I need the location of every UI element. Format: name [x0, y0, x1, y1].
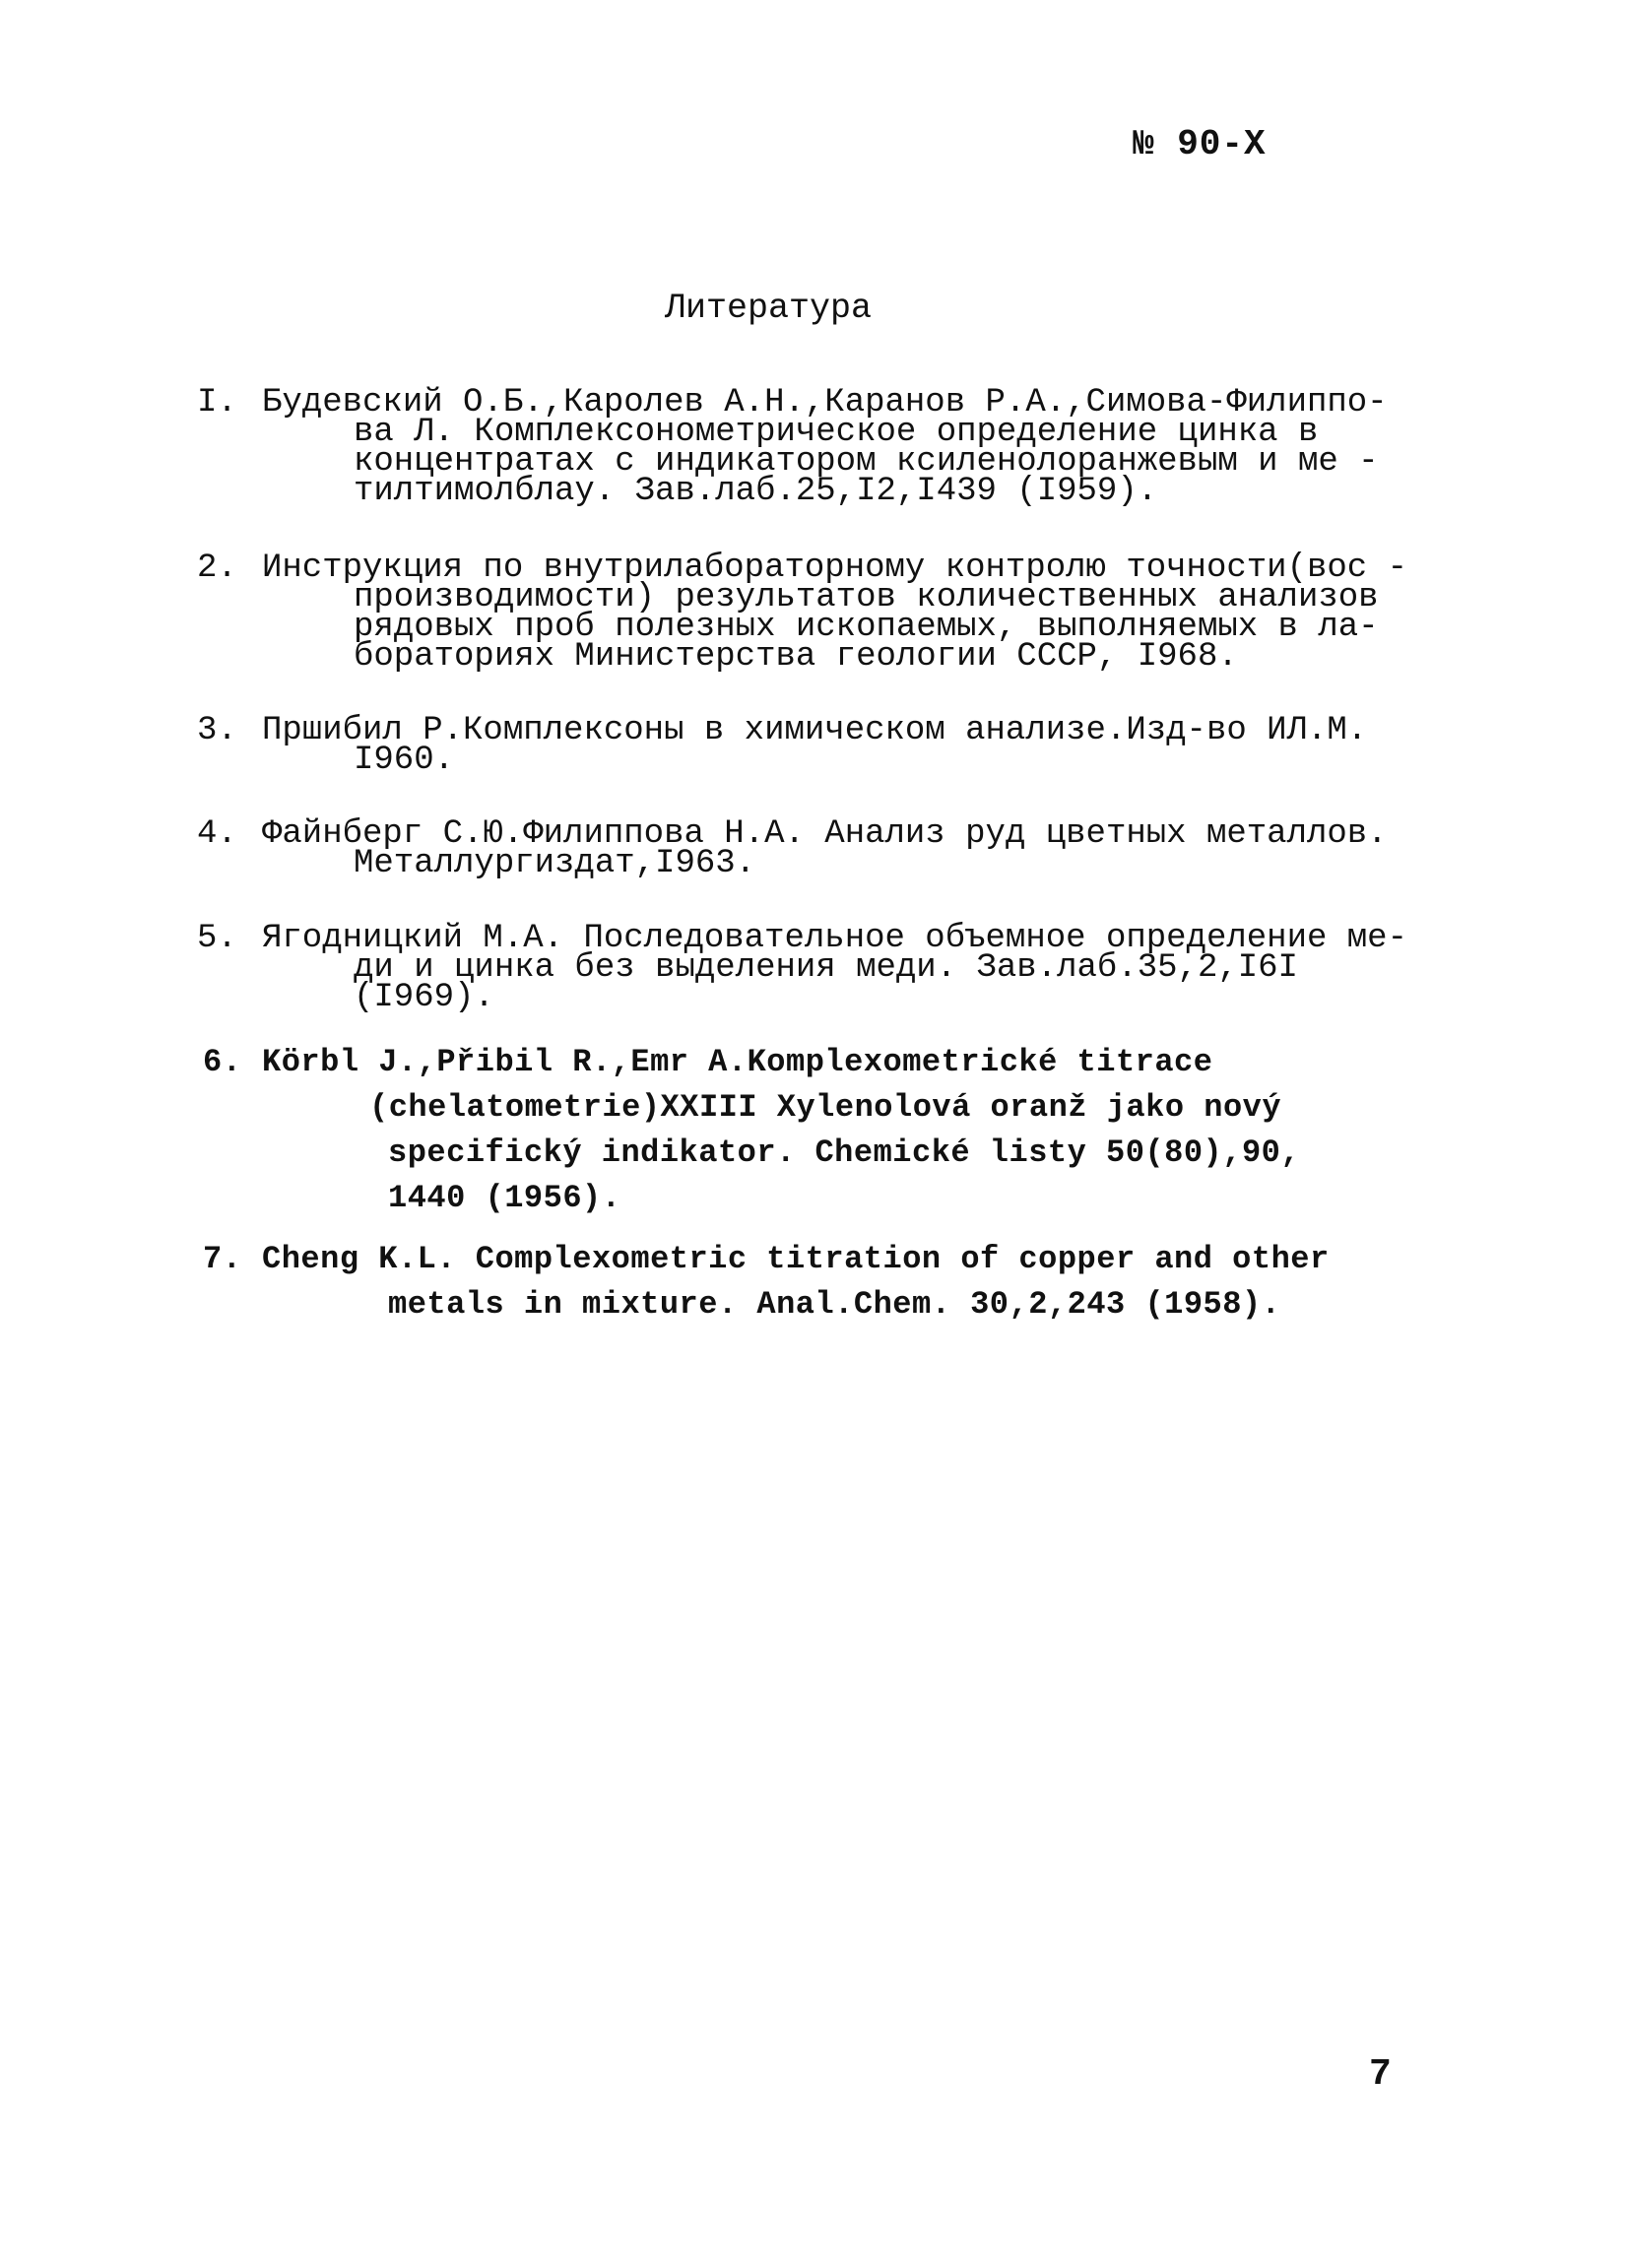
reference-item-4 — [197, 815, 1467, 882]
reference-line: тилтимолблау. Зав.лаб.25,I2,I439 (I959). — [354, 473, 1158, 510]
reference-line: (chelatometrie)XXIII Xylenolová oranž jako nový — [369, 1089, 1282, 1126]
page-number: 7 — [1369, 2053, 1392, 2096]
reference-line: Металлургиздат,I963. — [354, 845, 756, 882]
reference-number: I. — [197, 384, 237, 421]
reference-line: концентратах с индикатором ксиленолоранжевым и ме - — [354, 443, 1379, 481]
reference-line: рядовых проб полезных ископаемых, выполняемых в ла- — [354, 609, 1379, 646]
reference-line: ди и цинка без выделения меди. Зав.лаб.35,2,I6I — [354, 949, 1298, 987]
reference-number: 3. — [197, 712, 237, 749]
reference-line: Файнберг С.Ю.Филиппова Н.А. Анализ руд цветных металлов. — [262, 815, 1388, 853]
reference-line: бораториях Министерства геологии СССР, I968. — [354, 638, 1238, 676]
reference-number: 7. — [203, 1241, 242, 1277]
reference-line: metals in mixture. Anal.Chem. 30,2,243 (1958). — [388, 1286, 1281, 1323]
reference-item-7 — [197, 1237, 1467, 1328]
reference-number: 4. — [197, 815, 237, 853]
reference-line: Ягодницкий М.А. Последовательное объемное определение ме- — [262, 920, 1407, 957]
reference-line: Körbl J.,Přibil R.,Emr A.Komplexometrické titrace — [262, 1044, 1213, 1080]
reference-line: Cheng K.L. Complexometric titration of copper and other — [262, 1241, 1330, 1277]
reference-item-5 — [197, 920, 1467, 1016]
reference-number: 5. — [197, 920, 237, 957]
reference-item-3 — [197, 712, 1467, 779]
reference-line: производимости) результатов количественных анализов — [354, 579, 1379, 616]
reference-item-2 — [197, 550, 1467, 676]
reference-line: I960. — [354, 742, 455, 779]
reference-line: (I969). — [354, 979, 494, 1016]
reference-line: Пршибил Р.Комплексоны в химическом анализе.Изд-во ИЛ.М. — [262, 712, 1368, 749]
reference-line: Будевский О.Б.,Каролев А.Н.,Каранов Р.А.,Симова-Филиппо- — [262, 384, 1388, 421]
document-number: № 90-Х — [1133, 124, 1267, 164]
reference-item-1 — [197, 384, 1467, 510]
page-title: Литература — [664, 289, 873, 328]
reference-line: Инструкция по внутрилабораторному контролю точности(вос - — [262, 550, 1407, 587]
reference-number: 6. — [203, 1044, 242, 1080]
reference-line: 1440 (1956). — [388, 1180, 621, 1216]
reference-line: specifický indikator. Chemické listy 50(80),90, — [388, 1134, 1301, 1171]
reference-number: 2. — [197, 550, 237, 587]
reference-item-6 — [197, 1040, 1467, 1221]
reference-line: ва Л. Комплексонометрическое определение цинка в — [354, 414, 1319, 451]
